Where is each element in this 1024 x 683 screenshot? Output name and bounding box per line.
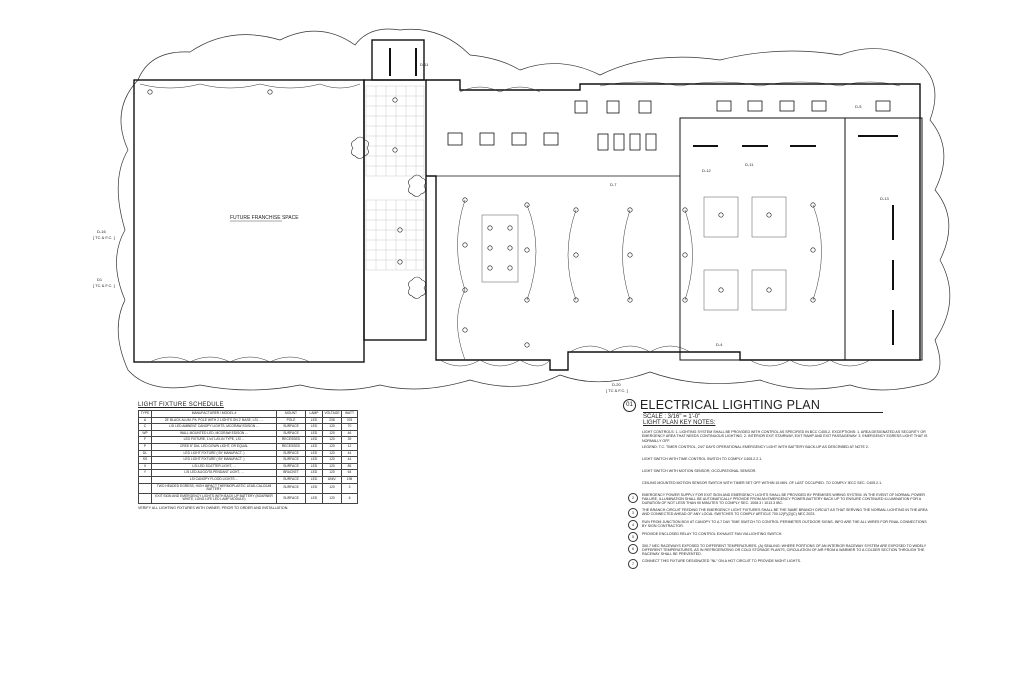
key-note — [628, 469, 928, 479]
downlight-symbol — [508, 226, 512, 230]
key-note-text: LEGEND: T.C. TIMER CONTROL, 24/7 DAYS OPERATIONAL EMERGENCY LIGHT WITH BATTERY BACK-UP AS DESCRIBED AT NOTE 2. — [642, 444, 869, 449]
downlight-symbol — [525, 343, 529, 347]
schedule-cell: LED LIGHT FIXTURE ( BY MANUFACT. ) — [152, 457, 277, 464]
schedule-cell: LED — [306, 483, 323, 493]
key-note — [628, 508, 928, 518]
schedule-cell: SS — [139, 457, 152, 464]
schedule-cell: Y — [139, 470, 152, 477]
schedule-title: LIGHT FIXTURE SCHEDULE — [138, 402, 224, 408]
schedule-cell: BRACKET — [277, 470, 306, 477]
key-note — [628, 532, 928, 542]
callout-line: [ TC & F.C. ] — [93, 283, 115, 288]
downlight-symbol — [148, 90, 152, 94]
schedule-cell: 64 — [342, 470, 358, 477]
fixture-tag: D-4 — [716, 342, 723, 347]
schedule-cell: 195 — [342, 476, 358, 483]
schedule-cell: 39 — [342, 437, 358, 444]
key-note — [628, 445, 928, 455]
schedule-cell: EXIT SIGN AND EMERGENCY LIGHTS WITH BACK UP BATTERY (BOARNER WHITE, LONG LIFE LED LAMP MODULE) — [152, 493, 277, 503]
downlight-symbol — [574, 253, 578, 257]
schedule-cell: 44 — [342, 450, 358, 457]
downlight-symbol — [463, 243, 467, 247]
schedule-cell — [139, 493, 152, 503]
schedule-row — [139, 463, 358, 470]
light-fixture-schedule — [138, 402, 358, 510]
schedule-cell: 120 — [323, 457, 342, 464]
schedule-cell: LED — [306, 437, 323, 444]
schedule-cell: 120 — [323, 470, 342, 477]
schedule-cell: X — [139, 463, 152, 470]
cooler-units — [448, 101, 890, 150]
callout-line: D1 — [97, 277, 103, 282]
schedule-cell — [139, 483, 152, 493]
key-note-text: LIGHT CONTROLS: 1. LIGHTING SYSTEM SHALL BE PROVIDED WITH CONTROL AS SPECIFIED IN BCC C405.2. EXCEPTIONS: 1. AREA DESIGNATED AS SECURITY OR EMERGENCY AREA THAT NEEDS CONTINUOUS LIGHTING. 2. INTERIOR EXIT STAIRWAY, EXIT RAMP AND EXIT PASSAGEWAY. 3. EMERGENCY EGRESS LIGHT THAT IS NORMALLY OFF. — [642, 430, 928, 443]
schedule-cell: 70 — [342, 424, 358, 431]
schedule-cell: F — [139, 437, 152, 444]
schedule-cell: LED FIXTURE, 1'x4' LAY-IN TYPE, LSI ... — [152, 437, 277, 444]
strip-lights — [390, 48, 898, 345]
schedule-cell: 120 — [323, 463, 342, 470]
key-note-text: LIGHT SWITCH WITH MOTION SENSOR, OCCUPATIONAL SENSOR. — [642, 468, 757, 473]
downlight-symbol — [508, 246, 512, 250]
schedule-cell: 46 — [342, 430, 358, 437]
schedule-row — [139, 443, 358, 450]
fixture-tag: D-11 — [420, 62, 429, 67]
schedule-cell: DL — [139, 450, 152, 457]
schedule-footnote: VERIFY ALL LIGHTING FIXTURES WITH OWNER, PRIOR TO ORDER AND INSTALLATION. — [138, 505, 289, 510]
fixture-tag: D-11 — [745, 162, 754, 167]
schedule-cell: 376 — [342, 417, 358, 424]
key-note — [628, 493, 928, 506]
schedule-row — [139, 424, 358, 431]
schedule-table — [138, 410, 358, 504]
key-note-text: LIGHT SWITCH WITH TIME CONTROL SWITCH TO COMPLY C405.2.2.1. — [642, 456, 763, 461]
schedule-cell: LED — [306, 424, 323, 431]
downlight-symbol — [488, 246, 492, 250]
key-notes-list — [628, 430, 928, 571]
schedule-cell: RECESSED — [277, 437, 306, 444]
downlight-symbol — [719, 213, 723, 217]
key-note-text: THE BRANCH CIRCUIT FEEDING THE EMERGENCY LIGHT FIXTURES SHALL BE THE SAME BRANCH CIRCUIT AS THAT SERVING THE NORMAL LIGHTING IN THE AREA AND CONNECTED AHEAD OF ANY LOCAL SWITCHES TO COMPLY ARTICLE 700.12(F)(2)(C) NEC 2023. — [642, 507, 928, 517]
schedule-cell: 120 — [323, 430, 342, 437]
schedule-row — [139, 457, 358, 464]
schedule-row — [139, 450, 358, 457]
schedule-cell — [139, 476, 152, 483]
drawing-number: 01 — [623, 399, 636, 412]
downlight-symbol — [393, 148, 397, 152]
schedule-cell: LED — [306, 470, 323, 477]
downlight-symbol — [683, 253, 687, 257]
key-note-number: 5 — [628, 532, 638, 542]
key-note-number: 7 — [628, 559, 638, 569]
key-note-text: RUN FROM JUNCTION BOX AT CANOPY TO A 7 DAY TIME SWITCH TO CONTROL PERIMETER OUTDOOR SIGNS. INFO ARE THE ALL WIRES FOR FINAL CONNECTIONS BY SIGN CONTRACTOR. — [642, 519, 927, 529]
schedule-cell: 208 — [323, 417, 342, 424]
schedule-cell: LED — [306, 443, 323, 450]
schedule-cell: CREE 6" DIA. LED DOWN LIGHT, OR EQUAL — [152, 443, 277, 450]
downlight-symbol — [525, 248, 529, 252]
schedule-cell: 3 — [342, 483, 358, 493]
key-note-number: 6 — [628, 544, 638, 554]
key-note-text: EMERGENCY POWER SUPPLY FOR EXIT SIGN AND EMERGENCY LIGHTS SHALL BE PROVIDED BY PREMISES WIRING SYSTEM. IN THE EVENT OF NORMAL POWER FAILURE, ILLUMINATION SHALL BE AUTOMATICALLY PROVIDE FROM AN EMERGENCY POWER-BATTERY BACK UP TO ENSURE CONTINUED ILLUMINATION FOR A DURATION OF NOT LESS THAN 90 MINUTES TO COMPLY SEC. 1008.3 / 1013.3 IBC. — [642, 492, 925, 506]
schedule-cell: 120 — [323, 450, 342, 457]
schedule-cell: LED — [306, 417, 323, 424]
schedule-cell: SURFACE — [277, 424, 306, 431]
schedule-cell: SURFACE — [277, 483, 306, 493]
key-note — [628, 544, 928, 557]
schedule-cell: 25' BLACK ALUM. P/L POLE WITH 2 LIGHTS ON 2' BASE, LSI - ... — [152, 417, 277, 424]
callout-line: D-20 — [612, 382, 621, 387]
key-note-number: 4 — [628, 520, 638, 530]
drawing-title: ELECTRICAL LIGHTING PLAN — [640, 398, 821, 412]
callout-line: [ TC & F.C. ] — [606, 388, 628, 393]
column-header: LAMP — [306, 411, 323, 418]
tree-symbols — [351, 137, 425, 299]
tiled-floor — [366, 86, 424, 270]
schedule-cell: LSI LED ALIGO/TA PENDANT LIGHT, ... — [152, 470, 277, 477]
schedule-cell: POLE — [277, 417, 306, 424]
schedule-cell: WP — [139, 430, 152, 437]
schedule-cell: 120 — [323, 424, 342, 431]
schedule-cell: LED — [306, 493, 323, 503]
schedule-cell: 120 — [323, 437, 342, 444]
schedule-cell: LED — [306, 450, 323, 457]
column-header: WATT — [342, 411, 358, 418]
column-header: TYPE — [139, 411, 152, 418]
downlight-symbol — [508, 266, 512, 270]
schedule-cell: 120 — [323, 493, 342, 503]
key-note — [628, 430, 928, 443]
fixture-tag: D-7 — [610, 182, 617, 187]
key-note-number: 3 — [628, 508, 638, 518]
downlight-symbol — [719, 288, 723, 292]
schedule-cell: RECESSED — [277, 443, 306, 450]
key-note-text: CEILING MOUNTED MOTION SENSOR SWITCH WITH TIMER SET OFF WITHIN 15 MIN. OF LAST OCCUPIED. TO COMPLY IECC SEC. C405.2.1. — [642, 480, 883, 485]
key-note-text: PROVIDE ENCLOSED RELAY TO CONTROL EXHAUST FAN VIA LIGHTING SWITCH. — [642, 531, 783, 536]
schedule-cell: A — [139, 417, 152, 424]
key-note — [628, 481, 928, 491]
downlight-symbol — [767, 213, 771, 217]
schedule-row — [139, 417, 358, 424]
key-note-text: CONNECT THIS FIXTURE DESIGNATED "NL" ON A HOT CIRCUIT TO PROVIDE NIGHT LIGHTS. — [642, 558, 801, 563]
schedule-row — [139, 430, 358, 437]
revision-cloud — [117, 29, 950, 390]
schedule-row — [139, 493, 358, 503]
downlight-symbol — [628, 253, 632, 257]
schedule-cell: SURFACE — [277, 476, 306, 483]
schedule-cell: 85 — [342, 463, 358, 470]
schedule-cell: LED — [306, 430, 323, 437]
downlight-symbol — [811, 248, 815, 252]
schedule-cell: LED LIGHT FIXTURE ( BY MANUFACT. ) — [152, 450, 277, 457]
callout-line: [ TC & F.C. ] — [93, 235, 115, 240]
display-fixtures — [482, 197, 786, 310]
downlight-symbol — [767, 288, 771, 292]
room-label: FUTURE FRANCHISE SPACE — [230, 215, 299, 221]
schedule-cell: P — [139, 443, 152, 450]
schedule-cell: SURFACE — [277, 463, 306, 470]
drawing-title-block — [623, 398, 923, 426]
key-note — [628, 559, 928, 569]
column-header: MOUNT — [277, 411, 306, 418]
downlight-symbol — [463, 328, 467, 332]
schedule-row — [139, 470, 358, 477]
schedule-cell: LED — [306, 457, 323, 464]
column-header: VOLTAGE — [323, 411, 342, 418]
schedule-cell: LSI LED SCATTER LIGHT, ... — [152, 463, 277, 470]
drawing-scale: SCALE : 3/16" = 1'-0" — [643, 412, 883, 420]
fixture-tag: D-12 — [702, 168, 711, 173]
schedule-cell: 12 — [342, 443, 358, 450]
fixture-tag: D-13 — [880, 196, 889, 201]
schedule-cell: LSI CANOPY FLOOD LIGHTS ... — [152, 476, 277, 483]
schedule-cell: SURFACE — [277, 450, 306, 457]
schedule-cell: 120 — [323, 443, 342, 450]
key-notes-heading: LIGHT PLAN KEY NOTES: — [643, 420, 716, 426]
key-note — [628, 457, 928, 467]
schedule-cell: 44 — [342, 457, 358, 464]
schedule-cell: SURFACE — [277, 430, 306, 437]
schedule-cell: LSI LED AMBIENT CANOPY LIGHTS, MCGRAW EDISON ... — [152, 424, 277, 431]
downlight-symbol — [393, 98, 397, 102]
schedule-cell: 120 — [323, 483, 342, 493]
schedule-cell: UNIV. — [323, 476, 342, 483]
schedule-row — [139, 476, 358, 483]
callout-left-2 — [93, 277, 115, 288]
downlight-symbol — [488, 266, 492, 270]
schedule-cell: LED — [306, 476, 323, 483]
fixture-tag: D-5 — [855, 104, 862, 109]
schedule-cell: SURFACE — [277, 457, 306, 464]
downlight-symbol — [398, 228, 402, 232]
key-note — [628, 520, 928, 530]
key-note-text: 300.7 NEC RACEWAYS EXPOSED TO DIFFERENT TEMPERATURES. (A) SEALING: WHERE PORTIONS OF AN INTERIOR RACEWAY SYSTEM ARE EXPOSED TO WIDELY DIFFERENT TEMPERATURES, AS IN REFRIGERATING OR COLD STORAGE PLANTS, CIRCULATION OF AIR FROM A WARMER TO A COLDER SECTION THROUGH THE RACEWAY SHALL BE PREVENTED. — [642, 543, 927, 557]
downlight-symbol — [488, 226, 492, 230]
schedule-row — [139, 483, 358, 493]
downlight-symbol — [398, 260, 402, 264]
schedule-cell: SURFACE — [277, 493, 306, 503]
schedule-cell: LED — [306, 463, 323, 470]
key-note-number: 2 — [628, 493, 638, 503]
callout-line: D-16 — [97, 229, 106, 234]
column-header: MANUFACTURER / MODEL # — [152, 411, 277, 418]
schedule-cell: WALL MOUNTED LED, MCGRAW EDISON ... — [152, 430, 277, 437]
callout-left-1 — [93, 229, 115, 240]
callout-bottom-1 — [606, 382, 628, 393]
schedule-cell: 6 — [342, 493, 358, 503]
downlight-symbol — [268, 90, 272, 94]
schedule-row — [139, 437, 358, 444]
schedule-cell: C — [139, 424, 152, 431]
schedule-cell: TWO HEADED EGRESS, HIGH IMPACT THERMOPLASTIC LEAD-CALCIUM BATTERY — [152, 483, 277, 493]
